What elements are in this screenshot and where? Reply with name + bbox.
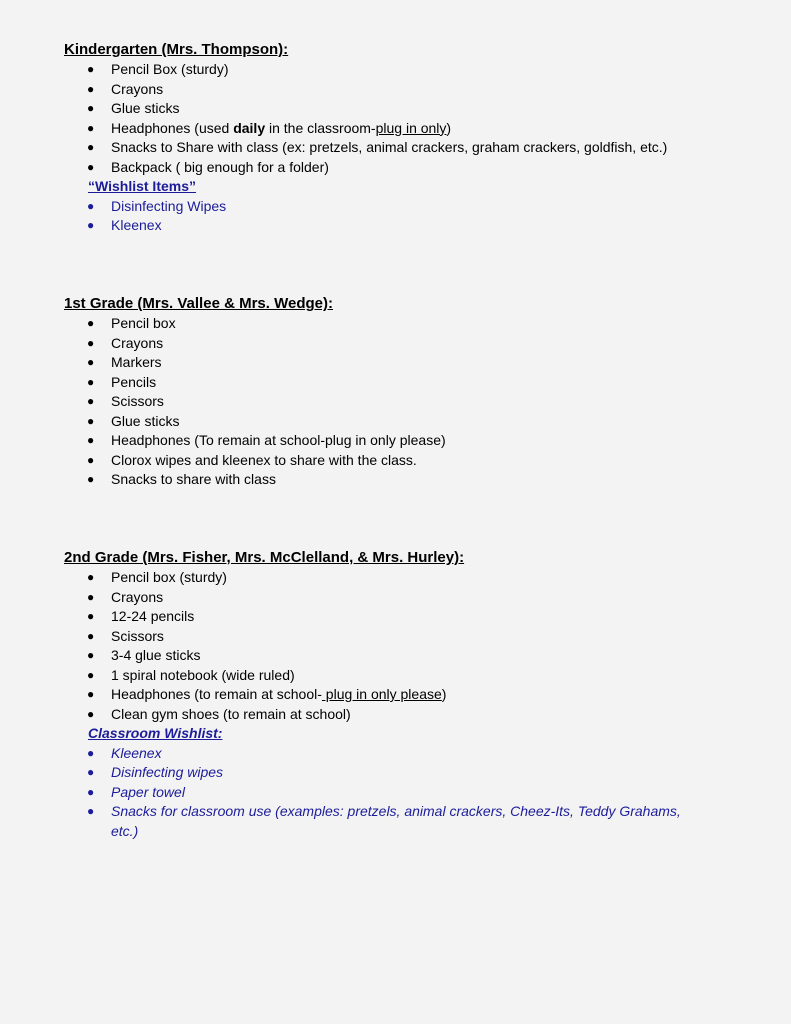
second-grade-heading: 2nd Grade (Mrs. Fisher, Mrs. McClelland, & Mrs. Hurley): xyxy=(64,549,465,566)
list-item: ● Snacks to share with class xyxy=(64,470,744,490)
list-item: ● Backpack ( big enough for a folder) xyxy=(64,158,744,178)
kindergarten-heading: Kindergarten (Mrs. Thompson): xyxy=(64,41,289,58)
bullet-icon: ● xyxy=(87,316,95,330)
bullet-icon: ● xyxy=(87,62,95,76)
bullet-icon: ● xyxy=(87,120,95,135)
bullet-icon: ● xyxy=(87,472,95,486)
list-item: ● 12-24 pencils xyxy=(64,607,744,627)
bullet-icon: ● xyxy=(87,140,95,154)
bullet-icon: ● xyxy=(87,374,95,389)
bullet-icon: ● xyxy=(87,433,95,447)
bullet-icon: ● xyxy=(87,218,95,232)
wishlist-item: ● Disinfecting wipes xyxy=(64,763,744,783)
bullet-icon: ● xyxy=(87,570,95,584)
list-item: ● Glue sticks xyxy=(64,412,744,432)
bullet-icon: ● xyxy=(87,159,95,174)
wishlist-heading: “Wishlist Items” xyxy=(88,178,197,194)
list-item: ● Headphones (To remain at school-plug in only please) xyxy=(64,431,744,451)
bullet-icon: ● xyxy=(87,101,95,115)
list-item: ● Crayons xyxy=(64,588,744,608)
bullet-icon: ● xyxy=(87,394,95,408)
list-item-headphones: ● Headphones (to remain at school- plug in only please) xyxy=(64,685,744,705)
bullet-icon: ● xyxy=(87,628,95,643)
bullet-icon: ● xyxy=(87,687,95,701)
wishlist-heading: Classroom Wishlist: xyxy=(88,725,223,741)
bullet-icon: ● xyxy=(87,784,95,799)
list-item: ● Scissors xyxy=(64,627,744,647)
bullet-icon: ● xyxy=(87,667,95,682)
list-item: ● Pencil Box (sturdy) xyxy=(64,60,744,80)
list-item: ● Pencils xyxy=(64,373,744,393)
bullet-icon: ● xyxy=(87,452,95,467)
bullet-icon: ● xyxy=(87,706,95,721)
list-item: ● Pencil box xyxy=(64,314,744,334)
bullet-icon: ● xyxy=(87,198,95,213)
bullet-icon: ● xyxy=(87,589,95,604)
bullet-icon: ● xyxy=(87,355,95,369)
bullet-icon: ● xyxy=(87,648,95,662)
bullet-icon: ● xyxy=(87,335,95,350)
list-item: ● Scissors xyxy=(64,392,744,412)
bullet-icon: ● xyxy=(87,745,95,760)
bullet-icon: ● xyxy=(87,804,95,818)
bullet-icon: ● xyxy=(87,413,95,428)
bullet-icon: ● xyxy=(87,609,95,623)
first-grade-section xyxy=(64,294,744,490)
list-item: ● 1 spiral notebook (wide ruled) xyxy=(64,666,744,686)
list-item: ● Markers xyxy=(64,353,744,373)
wishlist-item: ● Disinfecting Wipes xyxy=(64,197,744,217)
wishlist-item: ● Snacks for classroom use (examples: pretzels, animal crackers, Cheez-Its, Teddy Grahams, etc.) xyxy=(87,803,681,839)
bullet-icon: ● xyxy=(87,765,95,779)
list-item: ● Crayons xyxy=(64,334,744,354)
list-item-headphones: ● Headphones (used daily in the classroom-plug in only) xyxy=(64,119,744,139)
list-item: ● Clorox wipes and kleenex to share with the class. xyxy=(64,451,744,471)
list-item: ● Pencil box (sturdy) xyxy=(64,568,744,588)
list-item: ● 3-4 glue sticks xyxy=(64,646,744,666)
list-item: ● Glue sticks xyxy=(64,99,744,119)
wishlist-item: ● Paper towel xyxy=(64,783,744,803)
wishlist-item: ● Kleenex xyxy=(64,216,744,236)
kindergarten-section xyxy=(64,40,744,236)
first-grade-heading: 1st Grade (Mrs. Vallee & Mrs. Wedge): xyxy=(64,295,333,312)
list-item: ● Clean gym shoes (to remain at school) xyxy=(64,705,744,725)
list-item: ● Crayons xyxy=(64,80,744,100)
wishlist-item: ● Kleenex xyxy=(64,744,744,764)
bullet-icon: ● xyxy=(87,81,95,96)
list-item: ● Snacks to Share with class (ex: pretzels, animal crackers, graham crackers, goldfish, etc.) xyxy=(64,138,744,158)
second-grade-section xyxy=(64,548,744,841)
